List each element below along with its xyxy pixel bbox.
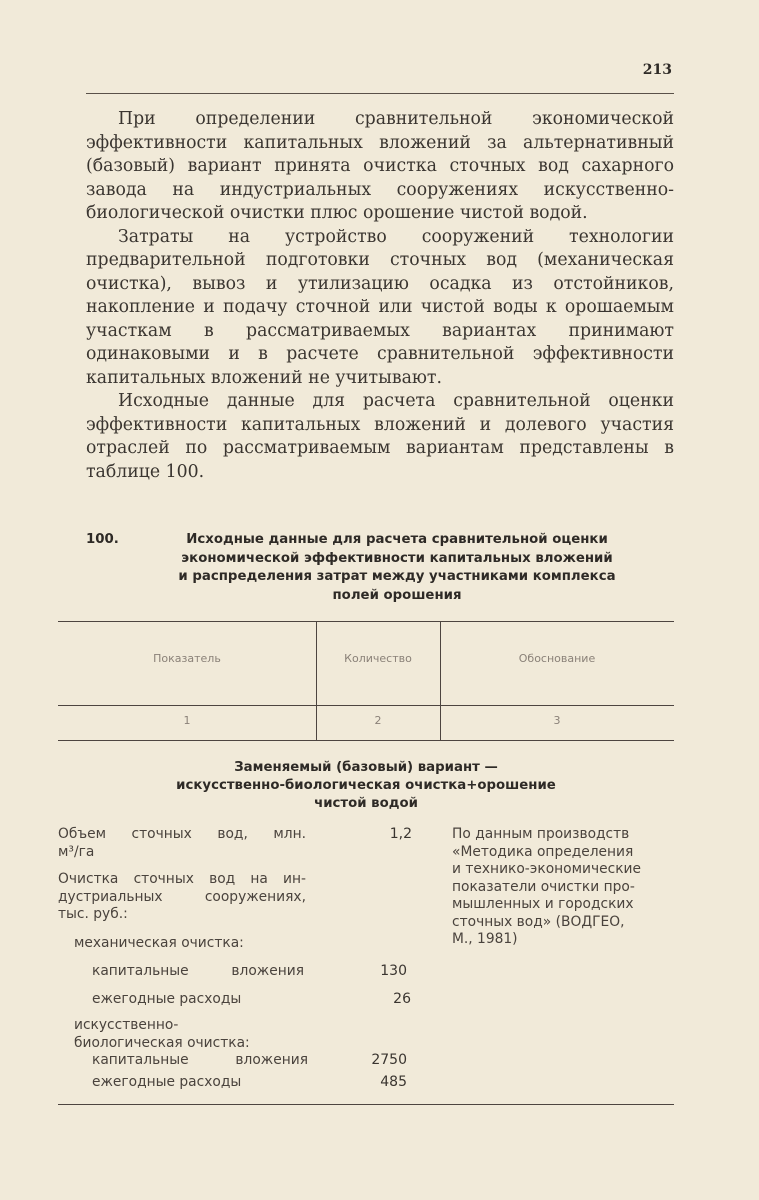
paragraph-2: Затраты на устройство сооружений технологии предварительной подготовки сточных вод (механическая очистка), вывоз и утилизацию осадка из отстойников, накопление и подачу сточной или чистой воды к орошаемым участкам в рассматриваемых вариантах принимают одинаковыми и в расчете сравнительной эффективности капитальных вложений не учитывают. — [86, 226, 674, 388]
section-heading-line: чистой водой — [314, 796, 418, 812]
table-number-rule — [58, 740, 674, 741]
indicator-volume — [58, 826, 306, 861]
indicator-mech-capital — [92, 963, 304, 981]
body-text — [86, 108, 674, 484]
basis-text — [452, 826, 674, 949]
column-number: 3 — [553, 714, 561, 727]
indicator-mechanical: механическая очистка: — [74, 935, 244, 951]
header-indicator: Показатель — [153, 652, 221, 665]
basis-line: и технико-экономические — [452, 861, 641, 877]
header-quantity: Количество — [344, 652, 412, 665]
caption-line: и распределения затрат между участниками комплекса — [178, 569, 616, 584]
indicator-line: дустриальных сооружениях, — [58, 888, 306, 905]
indicator-biological — [74, 1017, 250, 1052]
table-bottom-rule — [58, 1104, 674, 1105]
value-volume: 1,2 — [389, 826, 412, 842]
paragraph-3: Исходные данные для расчета сравнительной оценки эффективности капитальных вложений и долевого участия отраслей по рассматриваемым вариантам представлены в таблице 100. — [86, 391, 674, 482]
indicator-volume-line: Объем сточных вод, млн. — [58, 826, 306, 842]
value-bio-capital: 2750 — [371, 1052, 407, 1068]
page-number: 213 — [642, 62, 672, 78]
basis-line: По данным производств — [452, 826, 630, 842]
indicator-line: тыс. руб.: — [58, 906, 128, 923]
value-mech-capital: 130 — [380, 963, 407, 979]
header-basis: Обоснование — [518, 652, 596, 665]
indicator-line: капитальные вложения — [92, 1052, 308, 1068]
section-heading-line: Заменяемый (базовый) вариант — — [234, 760, 498, 775]
column-number: 2 — [374, 714, 382, 727]
table-caption — [86, 531, 674, 605]
value-bio-annual: 485 — [380, 1074, 407, 1090]
caption-line: экономической эффективности капитальных вложений — [181, 550, 613, 566]
indicator-industrial-cleaning — [58, 871, 306, 924]
indicator-volume-unit: м³/га — [58, 843, 95, 860]
indicator-bio-capital — [92, 1052, 308, 1070]
basis-line: показатели очистки про- — [452, 878, 635, 895]
basis-line: мышленных и городских — [452, 896, 634, 912]
basis-line: сточных вод» (ВОДГЕО, — [452, 913, 625, 930]
table-header-rule — [58, 705, 674, 706]
section-heading — [58, 759, 674, 814]
table-top-rule — [58, 621, 674, 622]
section-heading-line: искусственно-биологическая очистка+орошение — [176, 778, 556, 794]
column-number: 1 — [183, 714, 191, 727]
indicator-line: капитальные вложения — [92, 963, 304, 979]
basis-line: «Методика определения — [452, 843, 634, 860]
indicator-bio-annual: ежегодные расходы — [92, 1074, 242, 1090]
indicator-mech-annual: ежегодные расходы — [92, 991, 242, 1007]
indicator-line: биологическая очистка: — [74, 1034, 250, 1051]
caption-line: полей орошения — [332, 587, 462, 603]
paragraph-1: При определении сравнительной экономической эффективности капитальных вложений за альтернативный (базовый) вариант принята очистка сточных вод сахарного завода на индустриальных сооружениях искусственно-биологической очистки плюс орошение чистой водой. — [86, 109, 674, 223]
header-rule — [86, 93, 674, 94]
table-number: 100. — [86, 532, 119, 547]
value-mech-annual: 26 — [393, 991, 411, 1007]
indicator-line: искусственно- — [74, 1017, 179, 1033]
caption-line: Исходные данные для расчета сравнительной оценки — [186, 532, 608, 547]
indicator-line: Очистка сточных вод на ин- — [58, 871, 306, 887]
basis-line: М., 1981) — [452, 931, 518, 947]
